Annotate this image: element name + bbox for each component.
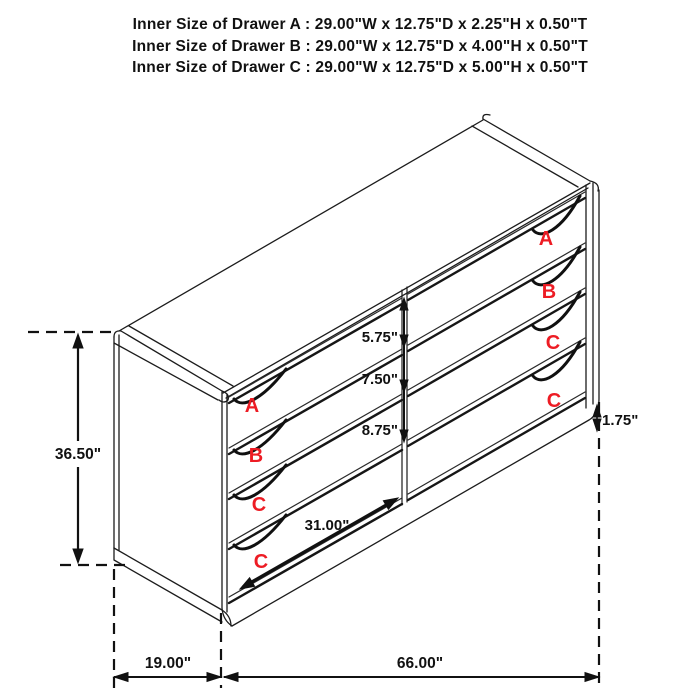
left-panel-bottom-edge [114, 548, 222, 610]
dim-drawer-front-width: 31.00" [304, 517, 350, 534]
top-right-rail-outer [483, 119, 590, 181]
drawer-label-left-c1: C [251, 494, 267, 516]
drawer-label-left-b: B [248, 445, 264, 467]
dim-drawer-b-front: 7.50" [361, 371, 398, 388]
drawer-label-left-a: A [244, 395, 260, 417]
drawer-label-right-a: A [538, 228, 554, 250]
height-arrow-down [73, 549, 83, 563]
drawer-label-right-b: B [541, 281, 557, 303]
dim-base-height: 1.75" [602, 412, 639, 429]
dim-depth: 19.00" [144, 655, 192, 672]
dimension-arrows [73, 298, 601, 682]
height-arrow-up [73, 334, 83, 348]
top-left-rail-outer [114, 331, 222, 391]
cabinet-outline [114, 115, 599, 627]
left-panel-plinth-edge [114, 548, 222, 622]
drawer-label-left-c2: C [253, 551, 269, 573]
inner-size-line-c: Inner Size of Drawer C : 29.00"W x 12.75"D x 5.00"H x 0.50"T [132, 59, 588, 76]
inner-size-line-a: Inner Size of Drawer A : 29.00"W x 12.75"D x 2.25"H x 0.50"T [132, 16, 588, 33]
front-right-post-outer [589, 190, 599, 420]
dim-width: 66.00" [396, 655, 444, 672]
top-right-rail-back-cap [483, 115, 490, 120]
top-left-rail-underside [114, 343, 218, 400]
top-back-edge [119, 120, 483, 331]
dim-overall-height: 36.50" [54, 446, 102, 463]
dim-drawer-a-front: 5.75" [361, 329, 398, 346]
drawer-label-right-c1: C [545, 332, 561, 354]
drawer-label-right-c2: C [546, 390, 562, 412]
top-right-rail-inner [472, 126, 578, 187]
inner-size-line-b: Inner Size of Drawer B : 29.00"W x 12.75"D x 4.00"H x 0.50"T [132, 37, 588, 55]
top-right-rail-front-cap [590, 181, 598, 191]
base-bottom-edge [232, 420, 589, 626]
top-left-rail-inner [129, 326, 233, 386]
dim-drawer-c-front: 8.75" [361, 422, 398, 439]
